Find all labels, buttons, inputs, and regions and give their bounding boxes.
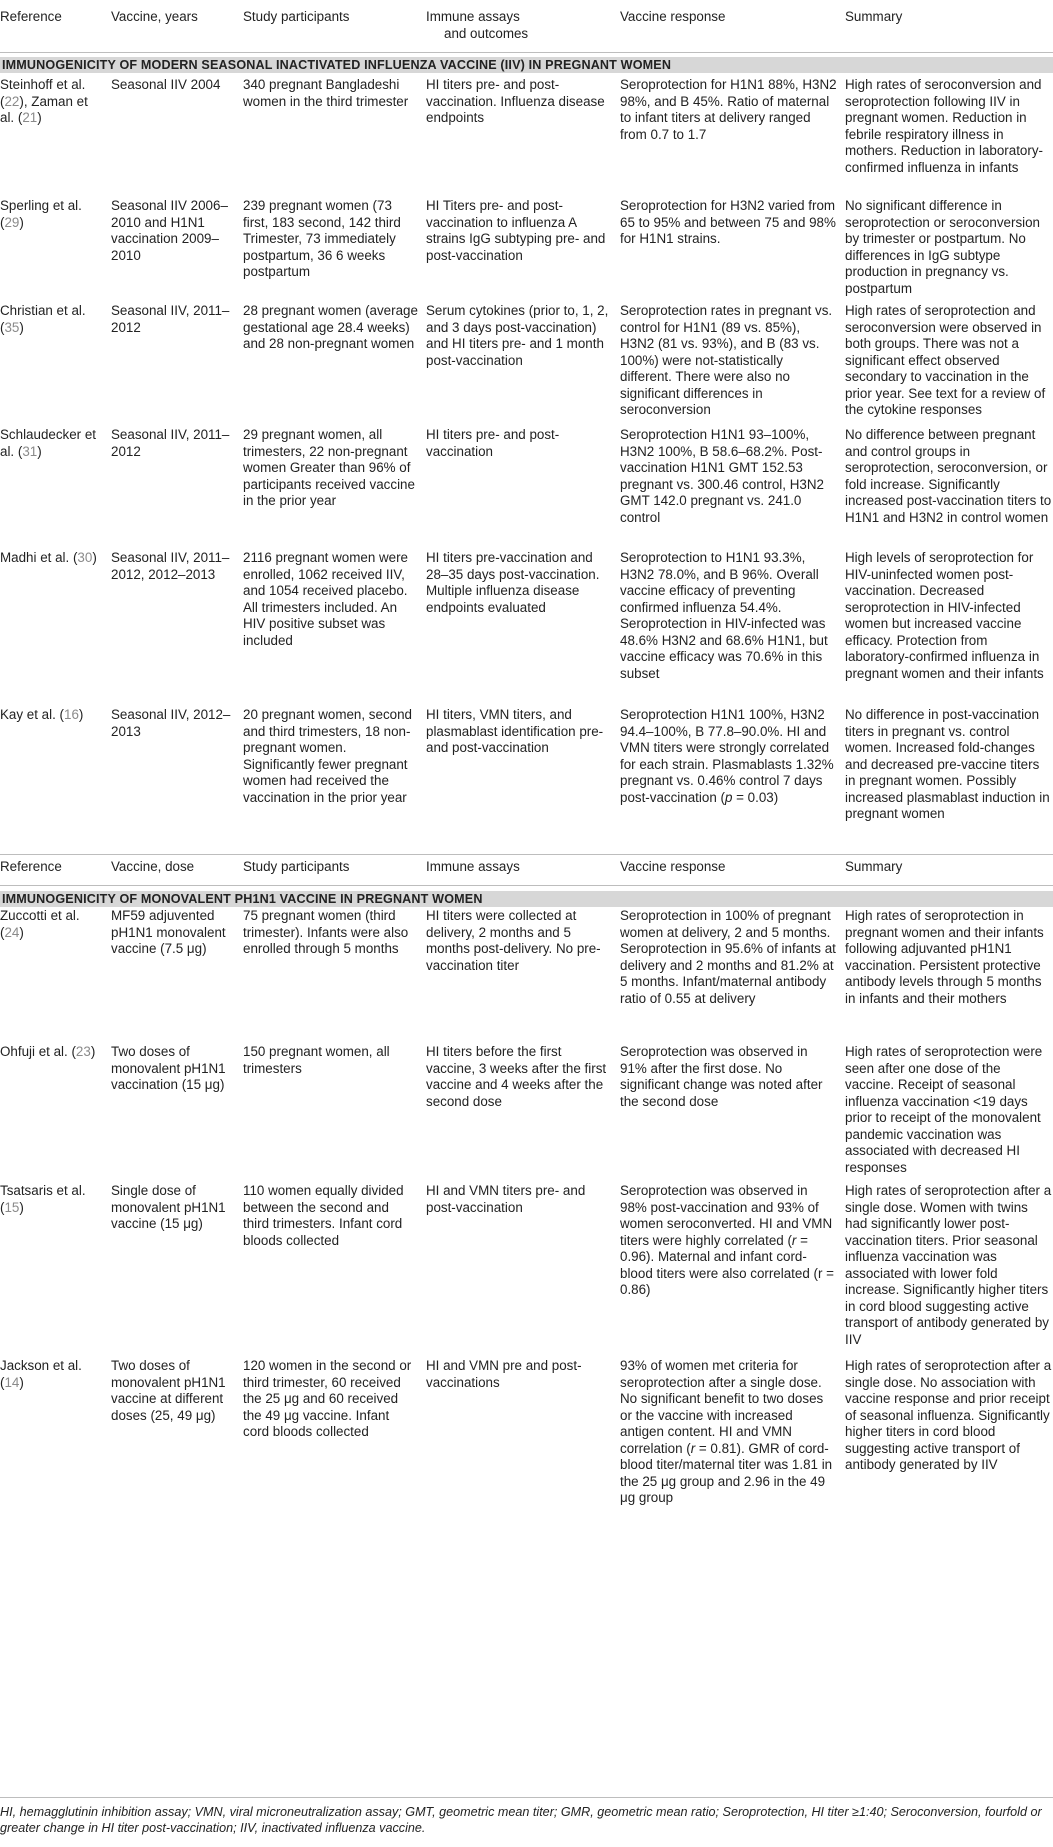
header-rule-2 <box>0 885 1053 886</box>
vaccine-cell: Seasonal IIV, 2011–2012 <box>111 303 230 335</box>
summary-cell: High rates of seroconversion and seroprotection following IIV in pregnant women. Reduction in febrile respiratory illness in mothers. Reduction in laboratory-confirmed influenza in infants <box>845 77 1043 175</box>
citation-link[interactable]: 31 <box>22 443 38 459</box>
reference-text: ) <box>92 550 97 565</box>
citation-link[interactable]: 30 <box>77 550 93 565</box>
participants-cell: 2116 pregnant women were enrolled, 1062 received IIV, and 1054 received placebo. All trimesters included. An HIV positive subset was included <box>243 550 409 648</box>
header-assays <box>426 9 612 42</box>
reference-text: ) <box>37 443 42 459</box>
reference-cell <box>0 1358 104 1391</box>
assays-cell: HI Titers pre- and post-vaccination to influenza A strains IgG subtyping pre- and post-vaccination <box>426 198 606 263</box>
citation-link[interactable]: 21 <box>22 110 38 125</box>
response-cell: Seroprotection H1N1 93–100%, H3N2 100%, B 58.6–68.2%. Post-vaccination H1N1 GMT 152.53 pregnant vs. 300.46 control, H3N2 GMT 142.0 pregnant vs. 241.0 control <box>620 427 824 525</box>
response-cell: Seroprotection was observed in 98% post-vaccination and 93% of women seroconverted. HI and VMN titers were highly correlated (r = 0.96). Maternal and infant cord-blood titers were also correlated (r = 0.86) <box>620 1183 834 1297</box>
assays-cell: HI titers pre-vaccination and 28–35 days post-vaccination. Multiple influenza disease endpoints evaluated <box>426 550 600 615</box>
vaccine-cell: Two doses of monovalent pH1N1 vaccine at different doses (25, 49 μg) <box>111 1358 226 1423</box>
reference-text: ) <box>19 1199 24 1215</box>
reference-text: ) <box>19 924 24 940</box>
reference-text: Sperling et al. ( <box>0 198 82 230</box>
response-cell: Seroprotection was observed in 91% after the first dose. No significant change was noted after the second dose <box>620 1044 823 1109</box>
reference-text: Kay et al. ( <box>0 707 65 722</box>
vaccine-cell: MF59 adjuvented pH1N1 monovalent vaccine (7.5 μg) <box>111 908 226 956</box>
header2-assays: Immune assays <box>426 859 520 874</box>
response-cell: Seroprotection for H3N2 varied from 65 to 95% and between 75 and 98% for H1N1 strains. <box>620 198 836 246</box>
summary-cell: High rates of seroprotection were seen after one dose of the vaccine. Receipt of seasonal influenza vaccination <19 days prior to receipt of the monovalent pandemic vaccination was associated with decreased HI responses <box>845 1044 1043 1175</box>
participants-cell: 20 pregnant women, second and third trimesters, 18 non-pregnant women. Significantly fewer pregnant women had received the vaccination in the prior year <box>243 707 412 805</box>
reference-text: Zuccotti et al. ( <box>0 908 80 940</box>
summary-cell: No difference in post-vaccination titers in pregnant vs. control women. Increased fold-changes and decreased pre-vaccine titers in pregnant women. Possibly increased plasmablast induction in pregnant women <box>845 707 1050 821</box>
reference-text: Madhi et al. ( <box>0 550 78 565</box>
header-rule-1 <box>0 52 1053 53</box>
citation-link[interactable]: 29 <box>4 214 20 230</box>
reference-text: ), Zaman et al. ( <box>0 93 88 125</box>
reference-cell <box>0 77 104 127</box>
summary-cell: High rates of seroprotection and seroconversion were observed in both groups. There was not a significant effect observed secondary to vaccination in the prior year. See text for a review of the cytokine responses <box>845 303 1046 417</box>
footer-rule <box>0 1797 1053 1798</box>
header-reference: Reference <box>0 9 62 24</box>
header-summary: Summary <box>845 9 903 24</box>
participants-cell: 29 pregnant women, all trimesters, 22 non-pregnant women Greater than 96% of participants received vaccine in the prior year <box>243 427 415 508</box>
reference-text: Tsatsaris et al. ( <box>0 1183 86 1215</box>
header2-vaccine: Vaccine, dose <box>111 859 195 874</box>
assays-cell: HI titers pre- and post-vaccination <box>426 427 560 459</box>
vaccine-cell: Seasonal IIV 2004 <box>111 77 221 92</box>
reference-cell <box>0 1183 104 1216</box>
assays-cell: Serum cytokines (prior to, 1, 2, and 3 days post-vaccination) and HI titers pre- and 1 month post-vaccination <box>426 303 609 368</box>
assays-cell: HI titers pre- and post-vaccination. Influenza disease endpoints <box>426 77 605 125</box>
reference-text: ) <box>90 1044 96 1059</box>
participants-cell: 28 pregnant women (average gestational age 28.4 weeks) and 28 non-pregnant women <box>243 303 418 351</box>
reference-text: ) <box>19 319 24 335</box>
reference-text: Ohfuji et al. ( <box>0 1044 76 1059</box>
participants-cell: 75 pregnant women (third trimester). Infants were also enrolled through 5 months <box>243 908 409 956</box>
assays-cell: HI titers before the first vaccine, 3 weeks after the first vaccine and 4 weeks after the second dose <box>426 1044 607 1109</box>
citation-link[interactable]: 16 <box>64 707 79 722</box>
summary-cell: High rates of seroprotection after a single dose. Women with twins had significantly lower post-vaccination titers. Prior seasonal influenza vaccination was associated with lower fold increase. Significantly higher titers in cord blood suggesting active transport of antibody generated by IIV <box>845 1183 1052 1347</box>
reference-text: ) <box>19 1374 24 1390</box>
header-assays-line2: and outcomes <box>444 25 529 41</box>
summary-cell: No difference between pregnant and control groups in seroprotection, seroconversion, or fold increase. Significantly increased post-vaccination titers to H1N1 and H3N2 in control women <box>845 427 1052 525</box>
vaccine-cell: Seasonal IIV, 2011–2012 <box>111 427 230 459</box>
citation-link[interactable]: 23 <box>75 1044 91 1059</box>
response-cell: Seroprotection to H1N1 93.3%, H3N2 78.0%, and B 96%. Overall vaccine efficacy of preventing confirmed influenza 54.4%. Seroprotection in HIV-infected was 48.6% H3N2 and 68.6% H1N1, but vaccine efficacy was 70.6% in this subset <box>620 550 828 681</box>
section-divider <box>0 854 1053 855</box>
reference-text: Jackson et al. ( <box>0 1358 82 1390</box>
reference-text: ) <box>37 110 42 125</box>
response-cell: Seroprotection rates in pregnant vs. control for H1N1 (89 vs. 85%), H3N2 (81 vs. 93%), and B (83 vs. 100%) were not-statistically different. There were also no significant differences in seroconversion <box>620 303 833 417</box>
reference-text: Steinhoff et al. ( <box>0 77 86 109</box>
reference-cell <box>0 1044 104 1061</box>
summary-cell: High levels of seroprotection for HIV-uninfected women post-vaccination. Decreased seroprotection in HIV-infected women but increased vaccine efficacy. Protection from laboratory-confirmed influenza in pregnant women and their infants <box>845 550 1044 681</box>
assays-cell: HI titers were collected at delivery, 2 months and 5 months post-delivery. No pre-vaccination titer <box>426 908 601 973</box>
reference-cell <box>0 550 104 567</box>
reference-cell <box>0 707 104 724</box>
vaccine-cell: Seasonal IIV 2006–2010 and H1N1 vaccination 2009–2010 <box>111 198 228 263</box>
reference-cell <box>0 303 104 336</box>
section-band-seasonal: IMMUNOGENICITY OF MODERN SEASONAL INACTIVATED INFLUENZA VACCINE (IIV) IN PREGNANT WOMEN <box>0 57 1053 73</box>
header2-reference: Reference <box>0 859 62 874</box>
header-participants: Study participants <box>243 9 350 24</box>
citation-link[interactable]: 24 <box>4 924 20 940</box>
participants-cell: 239 pregnant women (73 first, 183 second, 142 third Trimester, 73 immediately postpartum, 36 6 weeks postpartum <box>243 198 401 279</box>
summary-cell: High rates of seroprotection after a single dose. No association with vaccine response and prior receipt of seasonal influenza. Significantly higher titers in cord blood suggesting active transport of antibody generated by IIV <box>845 1358 1052 1472</box>
header-assays-line1: Immune assays <box>426 9 520 24</box>
citation-link[interactable]: 22 <box>4 93 20 109</box>
header-vaccine: Vaccine, years <box>111 9 198 24</box>
vaccine-cell: Two doses of monovalent pH1N1 vaccination (15 μg) <box>111 1044 226 1092</box>
summary-cell: No significant difference in seroprotection or seroconversion by trimester or postpartum. No differences in IgG subtype production in pregnancy vs. postpartum <box>845 198 1041 296</box>
vaccine-cell: Single dose of monovalent pH1N1 vaccine (15 μg) <box>111 1183 226 1231</box>
assays-cell: HI and VMN pre and post-vaccinations <box>426 1358 582 1390</box>
response-cell: 93% of women met criteria for seroprotection after a single dose. No significant benefit to two doses or the vaccine with increased antigen content. HI and VMN correlation (r = 0.81). GMR of cord-blood titer/maternal titer was 1.81 in the 25 μg group and 2.96 in the 49 μg group <box>620 1358 833 1505</box>
assays-cell: HI titers, VMN titers, and plasmablast identification pre- and post-vaccination <box>426 707 604 755</box>
participants-cell: 110 women equally divided between the second and third trimesters. Infant cord bloods collected <box>243 1183 404 1248</box>
reference-text: ) <box>78 707 84 722</box>
citation-link[interactable]: 15 <box>4 1199 20 1215</box>
response-cell: Seroprotection for H1N1 88%, H3N2 98%, and B 45%. Ratio of maternal to infant titers at delivery ranged from 0.7 to 1.7 <box>620 77 837 142</box>
response-cell: Seroprotection H1N1 100%, H3N2 94.4–100%, B 77.8–90.0%. HI and VMN titers were strongly correlated for each strain. Plasmablasts 1.32% pregnant vs. 0.46% control 7 days post-vaccination (p = 0.03) <box>620 707 834 805</box>
assays-cell: HI and VMN titers pre- and post-vaccination <box>426 1183 586 1215</box>
header-response: Vaccine response <box>620 9 726 24</box>
header2-participants: Study participants <box>243 859 350 874</box>
citation-link[interactable]: 14 <box>4 1374 20 1390</box>
header2-response: Vaccine response <box>620 859 726 874</box>
vaccine-cell: Seasonal IIV, 2012–2013 <box>111 707 231 739</box>
section-band-monovalent: IMMUNOGENICITY OF MONOVALENT PH1N1 VACCINE IN PREGNANT WOMEN <box>0 891 1053 907</box>
response-cell: Seroprotection in 100% of pregnant women at delivery, 2 and 5 months. Seroprotection in 95.6% of infants at delivery and 2 months and 81.2% at 5 months. Infant/maternal antibody ratio of 0.55 at delivery <box>620 908 836 1006</box>
participants-cell: 150 pregnant women, all trimesters <box>243 1044 390 1076</box>
summary-cell: High rates of seroprotection in pregnant women and their infants following adjuvanted pH1N1 vaccination. Persistent protective antibody levels through 5 months in infants and their mothers <box>845 908 1044 1006</box>
reference-text: ) <box>19 214 24 230</box>
reference-text: Christian et al. ( <box>0 303 86 335</box>
citation-link[interactable]: 35 <box>4 319 20 335</box>
table-footnote: HI, hemagglutinin inhibition assay; VMN, viral microneutralization assay; GMT, geometric mean titer; GMR, geometric mean ratio; Seroprotection, HI titer ≥1:40; Seroconversion, fourfold or greater change in HI titer post-vaccination; IIV, inactivated influenza vaccine. <box>0 1805 1042 1835</box>
participants-cell: 120 women in the second or third trimester, 60 received the 25 μg and 60 received the 49 μg vaccine. Infant cord bloods collected <box>243 1358 412 1439</box>
reference-cell <box>0 908 104 941</box>
reference-cell <box>0 198 104 231</box>
reference-cell <box>0 427 104 460</box>
reference-text: Schlaudecker et al. ( <box>0 427 97 459</box>
header2-summary: Summary <box>845 859 903 874</box>
participants-cell: 340 pregnant Bangladeshi women in the third trimester <box>243 77 409 109</box>
vaccine-cell: Seasonal IIV, 2011–2012, 2012–2013 <box>111 550 230 582</box>
